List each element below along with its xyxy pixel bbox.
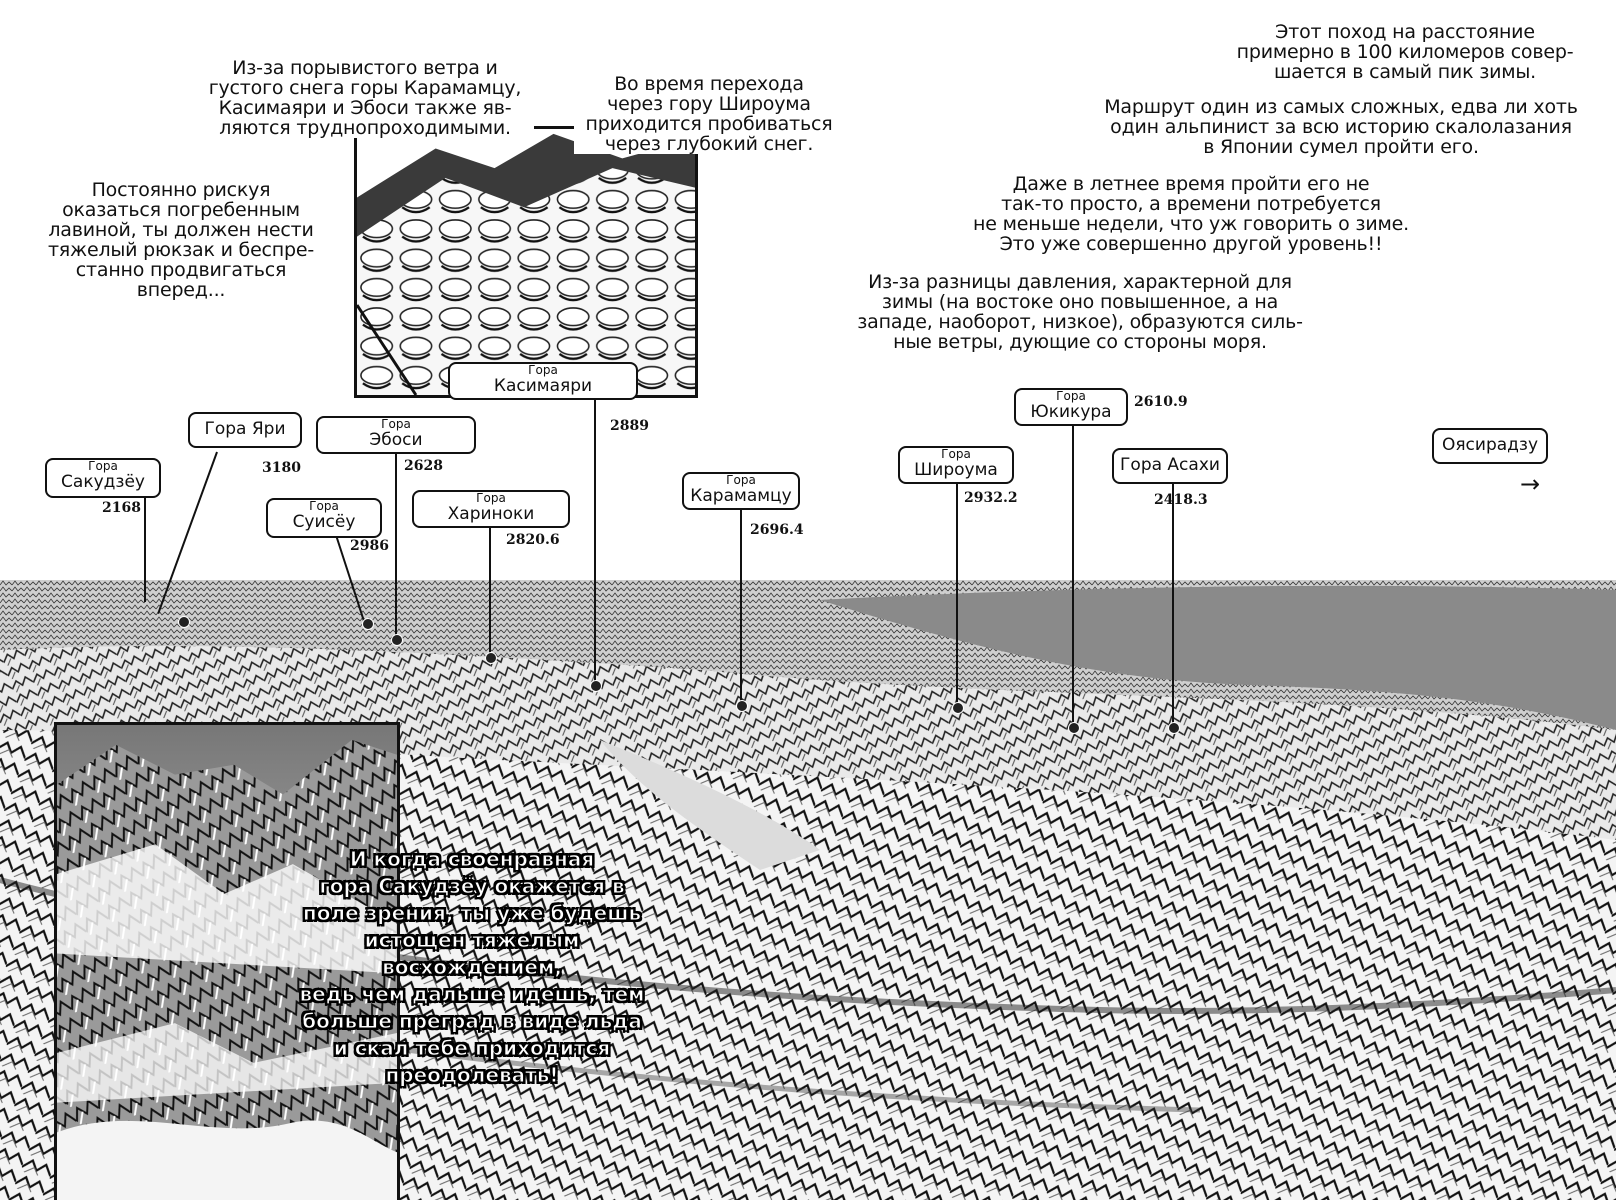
peak-elevation-shirouma: 2932.2 xyxy=(964,490,1018,506)
direction-arrow-icon: → xyxy=(1520,470,1541,498)
peak-label-oyashiradzu xyxy=(1432,428,1548,464)
peak-elevation-yari: 3180 xyxy=(262,460,301,476)
narration-bottom xyxy=(286,846,658,1089)
peak-elevation-harinoki: 2820.6 xyxy=(506,532,560,548)
narration-left xyxy=(36,180,326,300)
narration-line: поле зрения, ты уже будешь xyxy=(302,901,642,925)
narration-line: зимы (на востоке оно повышенное, а на xyxy=(881,291,1279,313)
narration-top-left xyxy=(196,58,534,138)
leader-line-kashimayari xyxy=(594,398,596,684)
leader-line-karamatsu xyxy=(740,508,742,704)
narration-line: преодолевать! xyxy=(385,1063,559,1087)
narration-top-right-3 xyxy=(966,174,1416,254)
peak-label-yukikura xyxy=(1014,388,1128,426)
narration-line: густого снега горы Карамамцу, xyxy=(208,77,522,99)
narration-line: Во время перехода xyxy=(614,73,804,95)
narration-line: Из-за разницы давления, характерной для xyxy=(868,271,1292,293)
peak-elevation-kashimayari: 2889 xyxy=(610,418,649,434)
peak-marker xyxy=(362,618,374,630)
narration-line: ные ветры, дующие со стороны моря. xyxy=(893,331,1267,353)
peak-prefix: Гора xyxy=(1056,389,1086,403)
peak-label-harinoki xyxy=(412,490,570,528)
narration-line: станно продвигаться xyxy=(75,259,287,281)
peak-name: Гора Асахи xyxy=(1120,455,1220,475)
leader-line-eboshi xyxy=(395,454,397,638)
narration-line: примерно в 100 киломеров совер- xyxy=(1236,41,1574,63)
peak-elevation-yukikura: 2610.9 xyxy=(1134,394,1188,410)
narration-middle-right xyxy=(850,272,1310,352)
peak-prefix: Гора xyxy=(381,417,411,431)
narration-line: ведь чем дальше идешь, тем xyxy=(299,982,645,1006)
narration-line: Это уже совершенно другой уровень!! xyxy=(999,233,1383,255)
peak-label-kashimayari xyxy=(448,362,638,400)
peak-name: Широума xyxy=(914,460,998,480)
narration-line: не меньше недели, что уж говорить о зиме. xyxy=(973,213,1409,235)
narration-line: Маршрут один из самых сложных, едва ли хоть xyxy=(1104,96,1578,118)
peak-prefix: Гора xyxy=(528,363,558,377)
narration-line: тяжелый рюкзак и беспре- xyxy=(47,239,315,261)
peak-name: Суисёу xyxy=(292,512,356,532)
narration-line: в Японии сумел пройти его. xyxy=(1203,136,1479,158)
peak-label-asahi xyxy=(1112,448,1228,484)
peak-marker xyxy=(178,616,190,628)
narration-line: и скал тебе приходится xyxy=(333,1036,611,1060)
leader-line-asahi xyxy=(1172,484,1174,726)
peak-marker xyxy=(736,700,748,712)
narration-line: приходится пробиваться xyxy=(585,113,833,135)
narration-line: через глубокий снег. xyxy=(604,133,814,155)
narration-line: больше преград в виде льда xyxy=(302,1009,642,1033)
peak-marker xyxy=(485,652,497,664)
narration-top-right-1 xyxy=(1230,22,1580,82)
peak-marker xyxy=(590,680,602,692)
narration-line: гора Сакудзёу окажется в xyxy=(319,874,625,898)
narration-line: И когда своенравная xyxy=(349,847,595,871)
peak-name: Юкикура xyxy=(1030,402,1112,422)
narration-line: Постоянно рискуя xyxy=(91,179,271,201)
peak-marker xyxy=(1068,722,1080,734)
peak-name: Эбоси xyxy=(369,430,423,450)
narration-line: шается в самый пик зимы. xyxy=(1273,61,1537,83)
leader-line-harinoki xyxy=(489,528,491,656)
narration-line: лавиной, ты должен нести xyxy=(48,219,314,241)
peak-label-eboshi xyxy=(316,416,476,454)
narration-line: Касимаяри и Эбоси также яв- xyxy=(218,97,512,119)
narration-top-center xyxy=(574,74,844,154)
narration-line: истощен тяжелым восхождением, xyxy=(364,928,580,979)
peak-prefix: Гора xyxy=(309,499,339,513)
narration-line: Даже в летнее время пройти его не xyxy=(1012,173,1370,195)
peak-name: Хариноки xyxy=(447,504,535,524)
peak-marker xyxy=(1168,722,1180,734)
peak-name: Карамамцу xyxy=(690,486,792,506)
narration-line: западе, наоборот, низкое), образуются силь- xyxy=(857,311,1303,333)
peak-label-shirouma xyxy=(898,446,1014,484)
narration-line: через гору Широума xyxy=(607,93,811,115)
peak-elevation-suiseu: 2986 xyxy=(350,538,389,554)
peak-elevation-asahi: 2418.3 xyxy=(1154,492,1208,508)
peak-label-sakudzeu xyxy=(45,458,161,498)
peak-prefix: Гора xyxy=(726,473,756,487)
narration-line: ляются труднопроходимыми. xyxy=(219,117,511,139)
narration-line: Этот поход на расстояние xyxy=(1275,21,1535,43)
peak-elevation-sakudzeu: 2168 xyxy=(102,500,141,516)
peak-label-suiseu xyxy=(266,498,382,538)
peak-name: Сакудзёу xyxy=(61,472,145,492)
peak-label-yari xyxy=(188,412,302,448)
peak-name: Оясирадзу xyxy=(1441,435,1539,455)
peak-name: Касимаяри xyxy=(493,376,593,396)
snowy-mountain-panel xyxy=(354,126,698,398)
peak-prefix: Гора xyxy=(941,447,971,461)
peak-elevation-karamatsu: 2696.4 xyxy=(750,522,804,538)
peak-label-karamatsu xyxy=(682,472,800,510)
peak-name: Гора Яри xyxy=(204,419,286,439)
narration-line: так-то просто, а времени потребуется xyxy=(1001,193,1381,215)
narration-line: оказаться погребенным xyxy=(62,199,300,221)
peak-prefix: Гора xyxy=(88,459,118,473)
narration-line: вперед... xyxy=(136,279,226,301)
leader-line-sakudzeu xyxy=(144,498,146,602)
peak-marker xyxy=(391,634,403,646)
narration-line: один альпинист за всю историю скалолазания xyxy=(1110,116,1572,138)
peak-prefix: Гора xyxy=(476,491,506,505)
leader-line-yukikura xyxy=(1072,424,1074,726)
peak-marker xyxy=(952,702,964,714)
narration-top-right-2 xyxy=(1096,97,1586,157)
narration-line: Из-за порывистого ветра и xyxy=(232,57,498,79)
leader-line-shirouma xyxy=(956,484,958,706)
peak-elevation-eboshi: 2628 xyxy=(404,458,443,474)
